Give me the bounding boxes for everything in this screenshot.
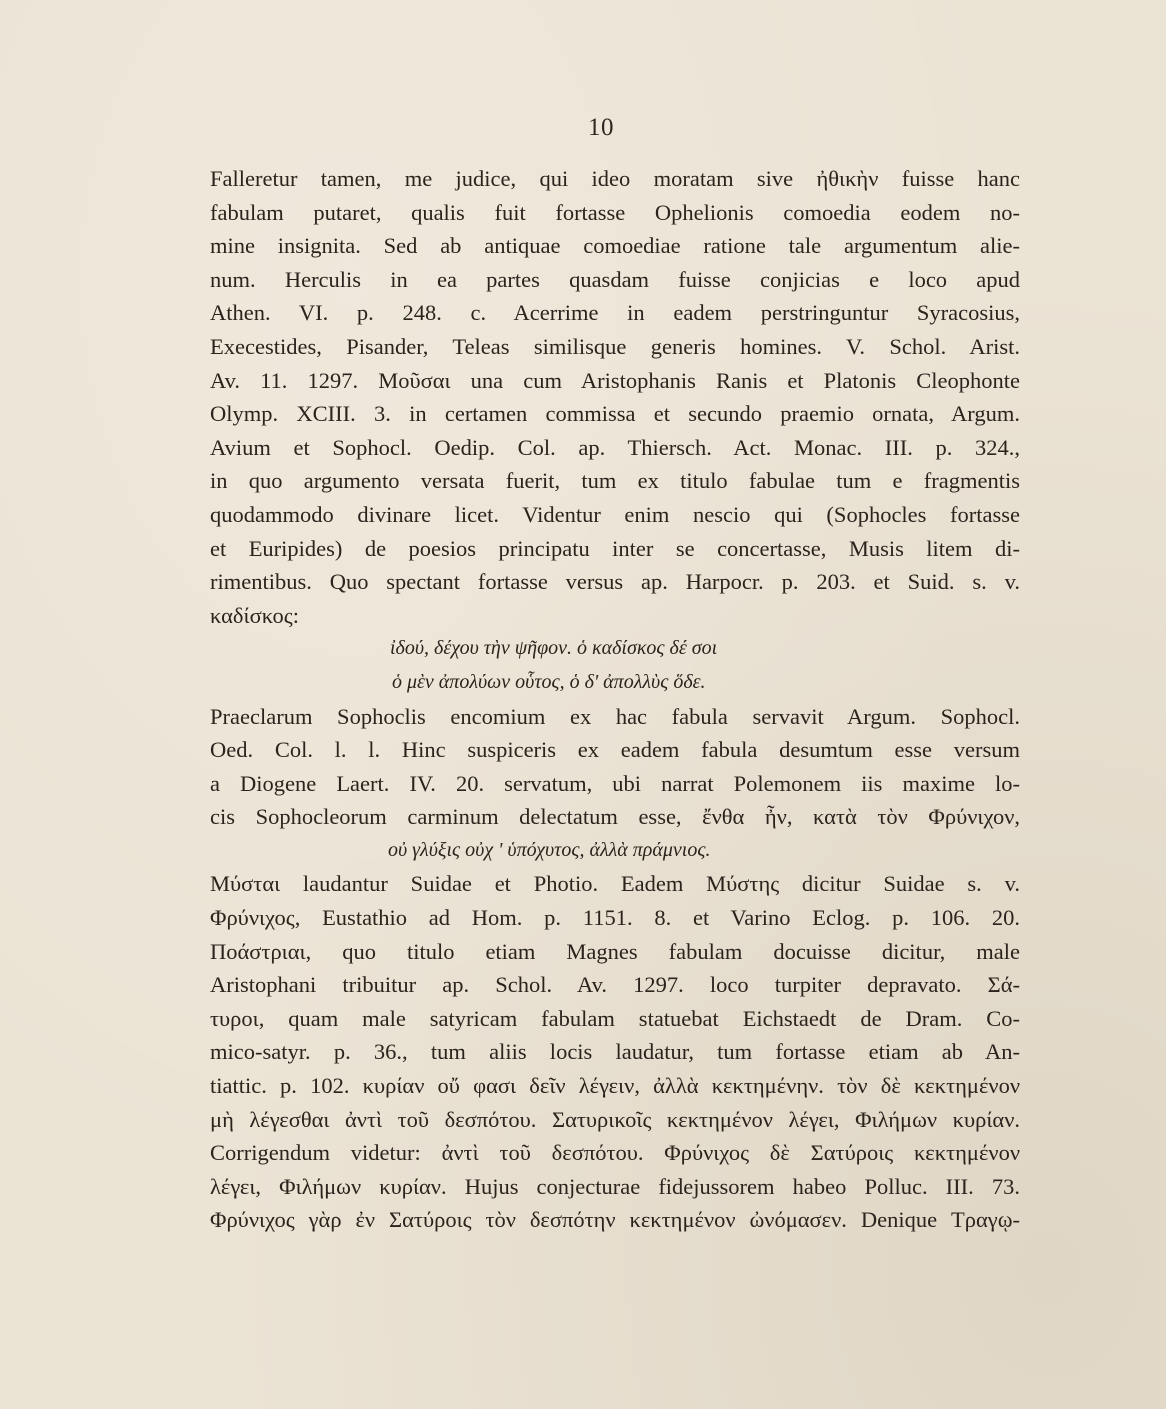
text-line: Ποάστριαι, quo titulo etiam Magnes fabulam docuisse dicitur, male [210,938,1020,964]
text-line: Execestides, Pisander, Teleas similisque generis homines. V. Schol. Arist. [210,333,1020,359]
text-line: tiattic. p. 102. κυρίαν οὔ φασι δεῖν λέγειν, ἀλλὰ κεκτημένην. τὸν δὲ κεκτημένον [210,1073,1020,1099]
text-line: Φρύνιχος γὰρ ἐν Σατύροις τὸν δεσπότην κεκτημένον ὠνόμασεν. Denique Τραγῳ- [210,1207,1020,1233]
text-line: mico-satyr. p. 36., tum aliis locis laudatur, tum fortasse etiam ab An- [210,1039,1020,1065]
verse-line: ἰδού, δέχου τὴν ψῆφον. ὁ καδίσκος δέ σοι [390,637,718,660]
text-line: fabulam putaret, qualis fuit fortasse Ophelionis comoedia eodem no- [210,199,1020,225]
text-line: Corrigendum videtur: ἀντὶ τοῦ δεσπότου. Φρύνιχος δὲ Σατύροις κεκτημένον [210,1140,1020,1166]
text-line: τυροι, quam male satyricam fabulam statuebat Eichstaedt de Dram. Co- [210,1005,1020,1031]
text-line: mine insignita. Sed ab antiquae comoediae ratione tale argumentum alie- [210,233,1020,259]
page-number: 10 [588,114,614,141]
text-line: quodammodo divinare licet. Videntur enim nescio qui (Sophocles fortasse [210,501,1020,527]
text-line: Oed. Col. l. l. Hinc suspiceris ex eadem fabula desumtum esse versum [210,737,1020,763]
text-line: num. Herculis in ea partes quasdam fuisse conjicias e loco apud [210,266,1020,292]
text-line: rimentibus. Quo spectant fortasse versus ap. Harpocr. p. 203. et Suid. s. v. [210,569,1020,595]
text-line: a Diogene Laert. IV. 20. servatum, ubi narrat Polemonem iis maxime lo- [210,770,1020,796]
text-line: Athen. VI. p. 248. c. Acerrime in eadem perstringuntur Syracosius, [210,300,1020,326]
text-line: cis Sophocleorum carminum delectatum esse, ἔνθα ἦν, κατὰ τὸν Φρύνιχον, [210,804,1020,830]
verse-line: οὐ γλύξις οὐχ ' ὑπόχυτος, ἀλλὰ πράμνιος. [388,838,711,861]
verse-line: ὁ μὲν ἀπολύων οὗτος, ὁ δ' ἀπολλὺς ὅδε. [392,670,706,693]
body-text [210,162,1020,1237]
text-line: μὴ λέγεσθαι ἀντὶ τοῦ δεσπότου. Σατυρικοῖς κεκτημένον λέγει, Φιλήμων κυρίαν. [210,1106,1020,1132]
text-line: Praeclarum Sophoclis encomium ex hac fabula servavit Argum. Sophocl. [210,703,1020,729]
text-line: Olymp. XCIII. 3. in certamen commissa et secundo praemio ornata, Argum. [210,401,1020,427]
text-line: Avium et Sophocl. Oedip. Col. ap. Thiersch. Act. Monac. III. p. 324., [210,434,1020,460]
text-line: et Euripides) de poesios principatu inter se concertasse, Musis litem di- [210,535,1020,561]
text-line: Φρύνιχος, Eustathio ad Hom. p. 1151. 8. et Varino Eclog. p. 106. 20. [210,905,1020,931]
text-line: Μύσται laudantur Suidae et Photio. Eadem Μύστης dicitur Suidae s. v. [210,871,1020,897]
text-line: Falleretur tamen, me judice, qui ideo moratam sive ἠθικὴν fuisse hanc [210,166,1020,191]
text-line: καδίσκος: [210,602,299,628]
text-line: Aristophani tribuitur ap. Schol. Av. 1297. loco turpiter depravato. Σά- [210,972,1020,998]
text-line: Av. 11. 1297. Μοῦσαι una cum Aristophanis Ranis et Platonis Cleophonte [210,367,1020,393]
text-line: in quo argumento versata fuerit, tum ex titulo fabulae tum e fragmentis [210,468,1020,494]
text-line: λέγει, Φιλήμων κυρίαν. Hujus conjecturae fidejussorem habeo Polluc. III. 73. [210,1173,1020,1199]
